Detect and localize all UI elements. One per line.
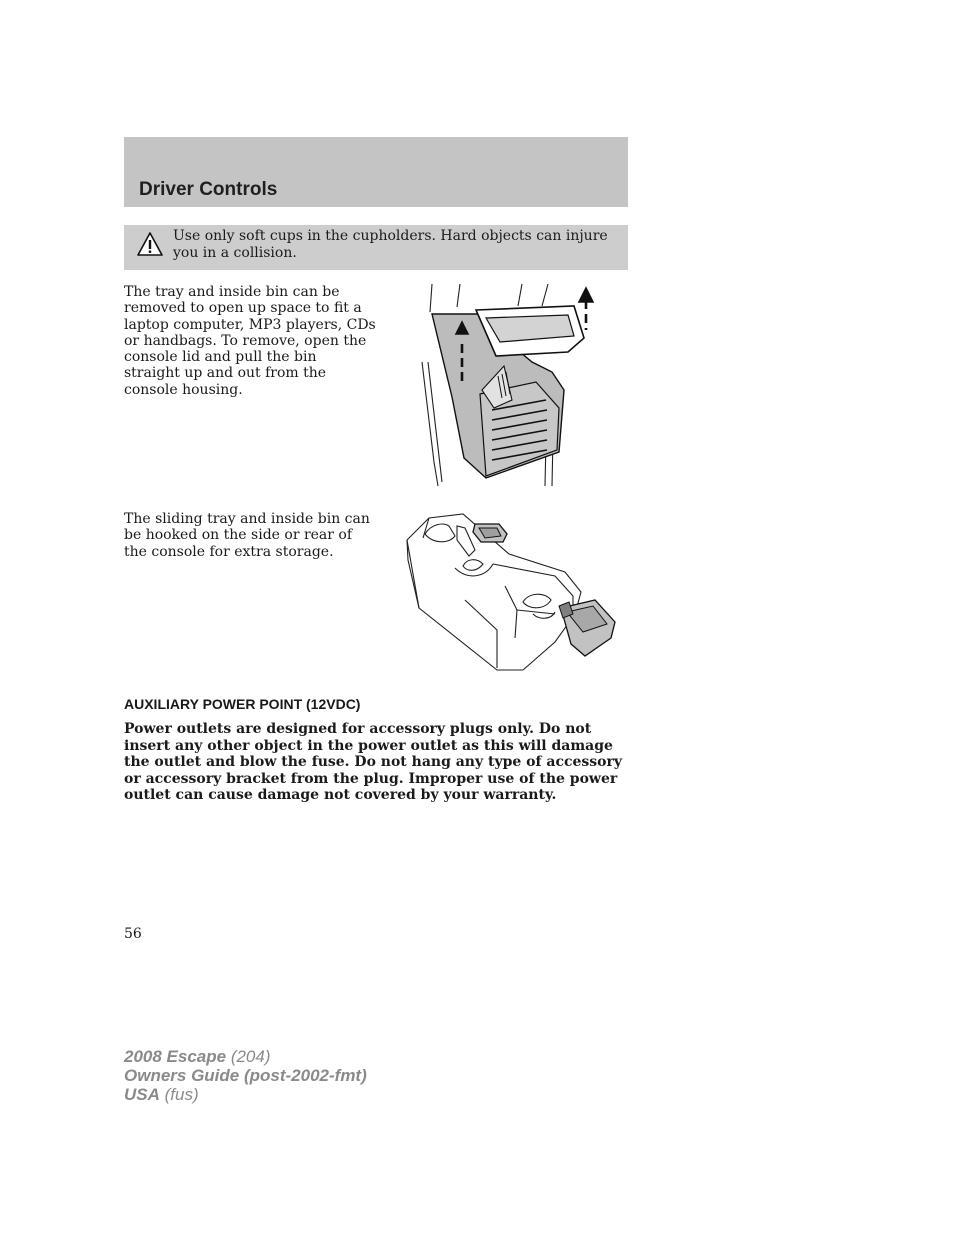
body-paragraph-tray-removal: The tray and inside bin can be removed to open up space to fit a laptop computer, MP3 players, CDs or handbags. To remove, open the console lid and pull the bin straight up and out from the console housing. [124, 284, 376, 398]
footer-line-2 [124, 1066, 367, 1085]
page-number: 56 [124, 926, 142, 942]
footer-market: USA [124, 1085, 160, 1104]
section-heading: AUXILIARY POWER POINT (12VDC) [124, 696, 361, 712]
body-paragraph-tray-hook: The sliding tray and inside bin can be hooked on the side or rear of the console for extra storage. [124, 511, 370, 560]
console-bin-removal-illustration [414, 282, 594, 488]
page-title: Driver Controls [139, 179, 278, 200]
footer-market-code: (fus) [159, 1085, 199, 1104]
console-sliding-tray-illustration [405, 510, 619, 674]
footer-model-code: (204) [226, 1047, 271, 1066]
power-point-caution-text: Power outlets are designed for accessory plugs only. Do not insert any other object in the power outlet as this will damage the outlet and blow the fuse. Do not hang any type of accessory or accessory bracket from the plug. Improper use of the power outlet can cause damage not covered by your warranty. [124, 721, 623, 803]
warning-box [124, 225, 628, 270]
warning-text: Use only soft cups in the cupholders. Hard objects can injure you in a collision. [173, 228, 608, 261]
section-header-band [124, 137, 628, 207]
footer-model: 2008 Escape [124, 1047, 227, 1066]
document-footer [124, 1047, 367, 1104]
warning-triangle-icon [137, 231, 163, 257]
footer-line-3 [124, 1085, 367, 1104]
footer-line-1 [124, 1047, 367, 1066]
footer-guide: Owners Guide (post-2002-fmt) [124, 1066, 367, 1085]
